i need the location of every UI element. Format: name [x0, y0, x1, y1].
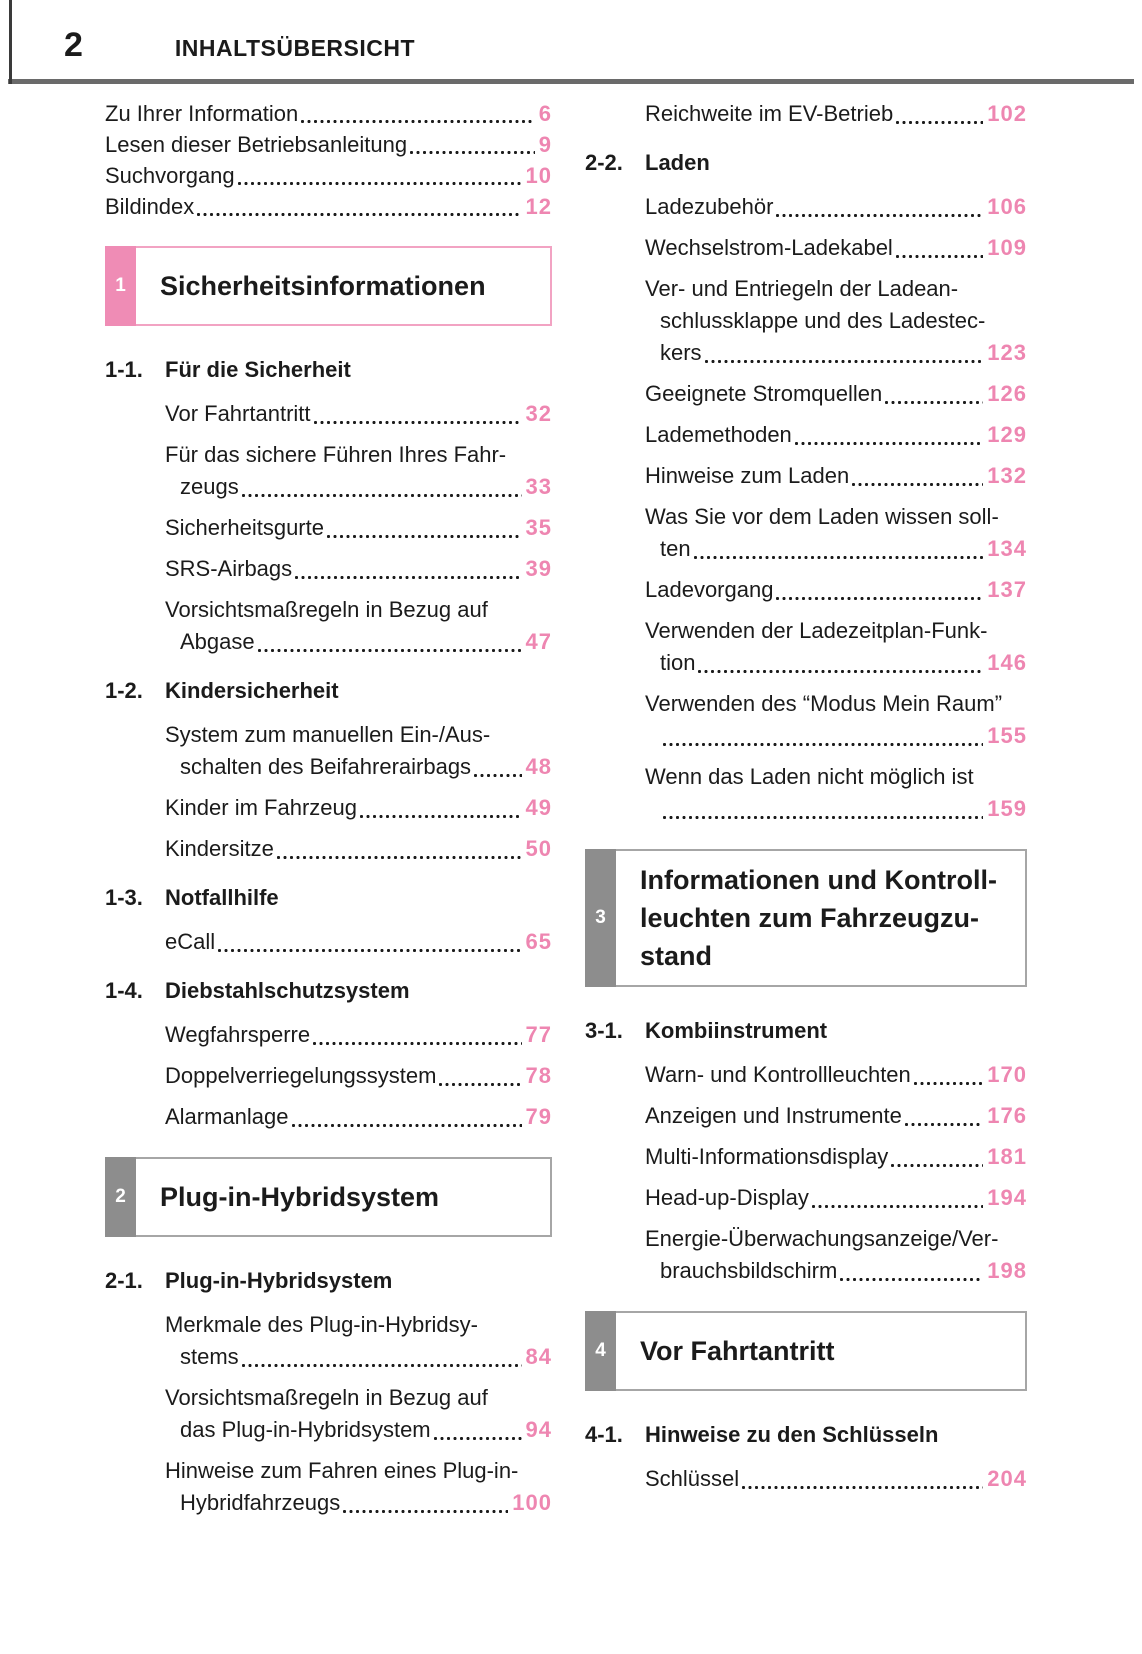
subheading-number: 3-1.	[585, 1018, 623, 1043]
toc-page-number: 12	[525, 194, 552, 219]
toc-entry	[105, 1309, 552, 1373]
toc-entry-last-line	[645, 1255, 1027, 1287]
toc-entry	[105, 833, 552, 865]
chapter-number-badge: 3	[585, 849, 616, 987]
subheading-label: Diebstahlschutzsystem	[165, 978, 410, 1003]
dot-leader	[301, 120, 535, 123]
toc-entry-last-line	[165, 1060, 552, 1092]
dot-leader	[742, 1486, 983, 1489]
toc-entry-title: Anzeigen und Instrumente	[645, 1103, 902, 1128]
toc-entry-last-line	[165, 1487, 552, 1519]
toc-entry	[105, 439, 552, 503]
toc-page-number: 194	[987, 1185, 1027, 1210]
dot-leader	[776, 214, 983, 217]
toc-entry-line: Vorsichtsmaßregeln in Bezug auf	[165, 1385, 488, 1410]
toc-entry	[105, 719, 552, 783]
toc-page-number: 176	[987, 1103, 1027, 1128]
toc-entry-title: Suchvorgang	[105, 163, 235, 188]
toc-entry-last-line	[105, 160, 552, 191]
scan-edge-artifact	[9, 0, 12, 84]
chapter-title-line: leuchten zum Fahrzeugzu-	[640, 903, 980, 933]
dot-leader	[292, 1124, 522, 1127]
chapter-box	[105, 246, 552, 326]
toc-entry-title: Zu Ihrer Information	[105, 101, 299, 126]
toc-entry	[585, 1463, 1027, 1495]
toc-entry	[585, 688, 1027, 752]
dot-leader	[434, 1437, 522, 1440]
toc-entry-last-line	[105, 191, 552, 222]
dot-leader	[905, 1123, 983, 1126]
toc-entry	[585, 615, 1027, 679]
dot-leader	[238, 182, 522, 185]
chapter-title-line: Vor Fahrtantritt	[640, 1336, 835, 1366]
toc-entry	[585, 378, 1027, 410]
subheading-number: 1-1.	[105, 357, 143, 382]
dot-leader	[439, 1083, 521, 1086]
toc-entry-title: Hinweise zum Laden	[645, 463, 850, 488]
page-title: INHALTSÜBERSICHT	[174, 35, 416, 61]
chapter-box	[585, 849, 1027, 987]
toc-entry-title: Wechselstrom-Ladekabel	[645, 235, 893, 260]
toc-page-number: 129	[987, 422, 1027, 447]
dot-leader	[474, 774, 521, 777]
toc-entry-line: Wenn das Laden nicht möglich ist	[645, 764, 974, 789]
toc-page-number: 84	[525, 1344, 552, 1369]
toc-entry-title: Geeignete Stromquellen	[645, 381, 883, 406]
toc-entry-line: Was Sie vor dem Laden wissen soll-	[645, 504, 999, 529]
toc-entry-line: Vorsichtsmaßregeln in Bezug auf	[165, 597, 488, 622]
subheading-number: 4-1.	[585, 1422, 623, 1447]
toc-entry-line: Hinweise zum Fahren eines Plug-in-	[165, 1458, 519, 1483]
toc-entry-last-line	[645, 647, 1027, 679]
toc-page-number: 102	[987, 101, 1027, 126]
toc-page-number: 94	[525, 1417, 552, 1442]
toc-entry-last-line	[165, 512, 552, 544]
toc-page-number: 35	[525, 515, 552, 540]
toc-entry-title: brauchsbildschirm	[660, 1258, 838, 1283]
toc-column-right	[585, 98, 1027, 1528]
toc-page-number: 109	[987, 235, 1027, 260]
toc-entry	[105, 1101, 552, 1133]
toc-entry-last-line	[645, 1100, 1027, 1132]
toc-subheading	[105, 977, 552, 1004]
toc-entry	[585, 501, 1027, 565]
toc-page-number: 50	[525, 836, 552, 861]
subheading-label: Kindersicherheit	[165, 678, 339, 703]
dot-leader	[327, 535, 522, 538]
toc-page-number: 126	[987, 381, 1027, 406]
dot-leader	[896, 255, 983, 258]
dot-leader	[812, 1205, 983, 1208]
toc-entry-title: Ladezubehör	[645, 194, 774, 219]
dot-leader	[914, 1082, 984, 1085]
toc-entry-title: das Plug-in-Hybridsystem	[180, 1417, 431, 1442]
toc-entry-last-line	[165, 1414, 552, 1446]
toc-page-number: 10	[525, 163, 552, 188]
toc-entry	[585, 419, 1027, 451]
toc-page-number: 77	[525, 1022, 552, 1047]
toc-entry	[585, 574, 1027, 606]
toc-entry-title: Kinder im Fahrzeug	[165, 795, 357, 820]
toc-entry-title: Abgase	[180, 629, 255, 654]
toc-entry-last-line	[645, 419, 1027, 451]
toc-subheading	[585, 149, 1027, 176]
dot-leader	[242, 1364, 522, 1367]
toc-entry-title: eCall	[165, 929, 216, 954]
toc-entry-last-line	[645, 793, 1027, 825]
toc-entry-title: kers	[660, 340, 702, 365]
dot-leader	[698, 670, 983, 673]
dot-leader	[795, 442, 983, 445]
toc-entry-last-line	[165, 792, 552, 824]
subheading-number: 1-2.	[105, 678, 143, 703]
page-number-label: 2	[64, 26, 83, 64]
toc-entry-last-line	[165, 1101, 552, 1133]
toc-page-number: 100	[512, 1490, 552, 1515]
toc-entry-last-line	[105, 129, 552, 160]
toc-entry-line: Merkmale des Plug-in-Hybridsy-	[165, 1312, 478, 1337]
toc-entry-last-line	[645, 1463, 1027, 1495]
toc-entry-title: Alarmanlage	[165, 1104, 289, 1129]
dot-leader	[776, 597, 983, 600]
toc-entry-title: Multi-Informationsdisplay	[645, 1144, 889, 1169]
toc-columns	[0, 84, 1142, 1528]
toc-entry-last-line	[165, 833, 552, 865]
toc-entry	[585, 1141, 1027, 1173]
dot-leader	[663, 816, 983, 819]
dot-leader	[694, 556, 984, 559]
chapter-title	[640, 1332, 1017, 1370]
subheading-label: Hinweise zu den Schlüsseln	[645, 1422, 939, 1447]
toc-entry-last-line	[645, 378, 1027, 410]
toc-subheading	[105, 1267, 552, 1294]
toc-subheading	[105, 677, 552, 704]
chapter-title-line: Plug-in-Hybridsystem	[160, 1182, 440, 1212]
chapter-title-line: Informationen und Kontroll-	[640, 865, 997, 895]
toc-entry-last-line	[645, 232, 1027, 264]
toc-entry-title: Reichweite im EV-Betrieb	[645, 101, 894, 126]
toc-page-number: 137	[987, 577, 1027, 602]
toc-entry-title: Kindersitze	[165, 836, 274, 861]
toc-entry	[585, 460, 1027, 492]
toc-entry-title: Ladevorgang	[645, 577, 774, 602]
dot-leader	[885, 401, 983, 404]
toc-page-number: 134	[987, 536, 1027, 561]
toc-page-number: 49	[525, 795, 552, 820]
toc-entry-line: schlussklappe und des Ladestec-	[660, 308, 986, 333]
toc-entry	[585, 191, 1027, 223]
toc-entry	[105, 1455, 552, 1519]
toc-subheading	[585, 1421, 1027, 1448]
toc-entry	[105, 512, 552, 544]
chapter-number-badge: 4	[585, 1311, 616, 1391]
toc-entry-last-line	[645, 574, 1027, 606]
toc-entry	[585, 1100, 1027, 1132]
toc-entry	[585, 273, 1027, 369]
toc-column-left	[105, 98, 552, 1528]
toc-entry-last-line	[645, 1059, 1027, 1091]
toc-entry-last-line	[165, 1341, 552, 1373]
toc-entry-title: SRS-Airbags	[165, 556, 293, 581]
toc-entry	[585, 98, 1027, 130]
toc-entry-line: Für das sichere Führen Ihres Fahr-	[165, 442, 507, 467]
dot-leader	[314, 421, 522, 424]
toc-page-number: 78	[525, 1063, 552, 1088]
toc-page-number: 155	[987, 723, 1027, 748]
dot-leader	[663, 743, 983, 746]
toc-entry-title: Lesen dieser Betriebsanleitung	[105, 132, 408, 157]
toc-entry	[105, 160, 552, 191]
toc-entry-last-line	[645, 191, 1027, 223]
toc-page-number: 33	[525, 474, 552, 499]
toc-page-number: 123	[987, 340, 1027, 365]
chapter-number-badge: 2	[105, 1157, 136, 1237]
toc-entry-last-line	[165, 926, 552, 958]
toc-entry-title: Doppelverriegelungssystem	[165, 1063, 437, 1088]
toc-page-number: 6	[538, 101, 552, 126]
toc-entry-last-line	[645, 1182, 1027, 1214]
dot-leader	[258, 649, 522, 652]
toc-page-number: 47	[525, 629, 552, 654]
toc-page-number: 65	[525, 929, 552, 954]
toc-entry-last-line	[165, 626, 552, 658]
toc-entry-last-line	[165, 1019, 552, 1051]
toc-entry-title: Head-up-Display	[645, 1185, 809, 1210]
subheading-label: Für die Sicherheit	[165, 357, 351, 382]
toc-entry-line: Energie-Überwachungsanzeige/Ver-	[645, 1226, 999, 1251]
dot-leader	[852, 483, 983, 486]
toc-entry	[105, 792, 552, 824]
toc-entry	[585, 1223, 1027, 1287]
toc-entry-last-line	[645, 98, 1027, 130]
toc-entry-title: stems	[180, 1344, 239, 1369]
toc-entry-last-line	[105, 98, 552, 129]
toc-entry-title: schalten des Beifahrerairbags	[180, 754, 472, 779]
toc-page-number: 170	[987, 1062, 1027, 1087]
chapter-number-badge: 1	[105, 246, 136, 326]
toc-entry	[105, 191, 552, 222]
toc-entry-last-line	[165, 553, 552, 585]
toc-page-number: 79	[525, 1104, 552, 1129]
toc-entry-title: tion	[660, 650, 696, 675]
toc-subheading	[105, 356, 552, 383]
dot-leader	[295, 576, 521, 579]
dot-leader	[277, 856, 522, 859]
toc-entry-title: Sicherheitsgurte	[165, 515, 324, 540]
dot-leader	[313, 1042, 521, 1045]
toc-entry-line: Verwenden der Ladezeitplan-Funk-	[645, 618, 988, 643]
chapter-title-line: stand	[640, 941, 713, 971]
toc-page-number: 181	[987, 1144, 1027, 1169]
toc-entry-title: Wegfahrsperre	[165, 1022, 311, 1047]
dot-leader	[343, 1510, 508, 1513]
dot-leader	[705, 360, 984, 363]
chapter-title-line: Sicherheitsinformationen	[160, 271, 486, 301]
dot-leader	[218, 949, 521, 952]
subheading-number: 1-3.	[105, 885, 143, 910]
toc-entry-title: Hybridfahrzeugs	[180, 1490, 341, 1515]
subheading-number: 2-1.	[105, 1268, 143, 1293]
toc-entry	[105, 1382, 552, 1446]
toc-entry-last-line	[645, 720, 1027, 752]
subheading-label: Laden	[645, 150, 710, 175]
toc-entry	[105, 1060, 552, 1092]
dot-leader	[891, 1164, 983, 1167]
chapter-title	[160, 267, 542, 305]
toc-entry-title: Lademethoden	[645, 422, 792, 447]
toc-entry	[105, 926, 552, 958]
toc-page-number: 48	[525, 754, 552, 779]
toc-entry-title: Warn- und Kontrollleuchten	[645, 1062, 911, 1087]
subheading-number: 2-2.	[585, 150, 623, 175]
toc-entry	[585, 761, 1027, 825]
toc-entry-line: Ver- und Entriegeln der Ladean-	[645, 276, 959, 301]
toc-page-number: 146	[987, 650, 1027, 675]
toc-entry-title: Schlüssel	[645, 1466, 740, 1491]
dot-leader	[410, 151, 535, 154]
chapter-box	[105, 1157, 552, 1237]
toc-page-number: 9	[538, 132, 552, 157]
toc-entry	[585, 1182, 1027, 1214]
toc-entry-last-line	[165, 398, 552, 430]
toc-entry-line: Verwenden des “Modus Mein Raum”	[645, 691, 1003, 716]
toc-entry	[105, 129, 552, 160]
toc-entry	[105, 398, 552, 430]
toc-entry-last-line	[165, 751, 552, 783]
toc-page-number: 159	[987, 796, 1027, 821]
toc-entry	[585, 232, 1027, 264]
toc-entry-last-line	[645, 460, 1027, 492]
toc-entry-title: zeugs	[180, 474, 239, 499]
toc-entry-last-line	[645, 1141, 1027, 1173]
toc-entry	[105, 594, 552, 658]
page-header	[0, 0, 1142, 79]
dot-leader	[896, 121, 983, 124]
dot-leader	[197, 213, 521, 216]
subheading-label: Notfallhilfe	[165, 885, 279, 910]
toc-entry-line: System zum manuellen Ein-/Aus-	[165, 722, 491, 747]
toc-page-number: 39	[525, 556, 552, 581]
toc-entry-title: ten	[660, 536, 691, 561]
chapter-box	[585, 1311, 1027, 1391]
dot-leader	[840, 1278, 983, 1281]
toc-entry	[105, 553, 552, 585]
subheading-label: Plug-in-Hybridsystem	[165, 1268, 393, 1293]
chapter-title	[640, 861, 1017, 975]
toc-entry-title: Bildindex	[105, 194, 195, 219]
toc-entry-last-line	[645, 533, 1027, 565]
toc-entry-last-line	[165, 471, 552, 503]
subheading-label: Kombiinstrument	[645, 1018, 828, 1043]
toc-entry	[585, 1059, 1027, 1091]
toc-subheading	[585, 1017, 1027, 1044]
toc-entry	[105, 98, 552, 129]
toc-subheading	[105, 884, 552, 911]
subheading-number: 1-4.	[105, 978, 143, 1003]
toc-page-number: 198	[987, 1258, 1027, 1283]
toc-page-number: 132	[987, 463, 1027, 488]
toc-entry-title: Vor Fahrtantritt	[165, 401, 311, 426]
toc-page-number: 106	[987, 194, 1027, 219]
dot-leader	[360, 815, 522, 818]
toc-entry-last-line	[645, 337, 1027, 369]
toc-entry	[105, 1019, 552, 1051]
chapter-title	[160, 1178, 542, 1216]
toc-page-number: 32	[525, 401, 552, 426]
toc-page-number: 204	[987, 1466, 1027, 1491]
dot-leader	[242, 494, 522, 497]
